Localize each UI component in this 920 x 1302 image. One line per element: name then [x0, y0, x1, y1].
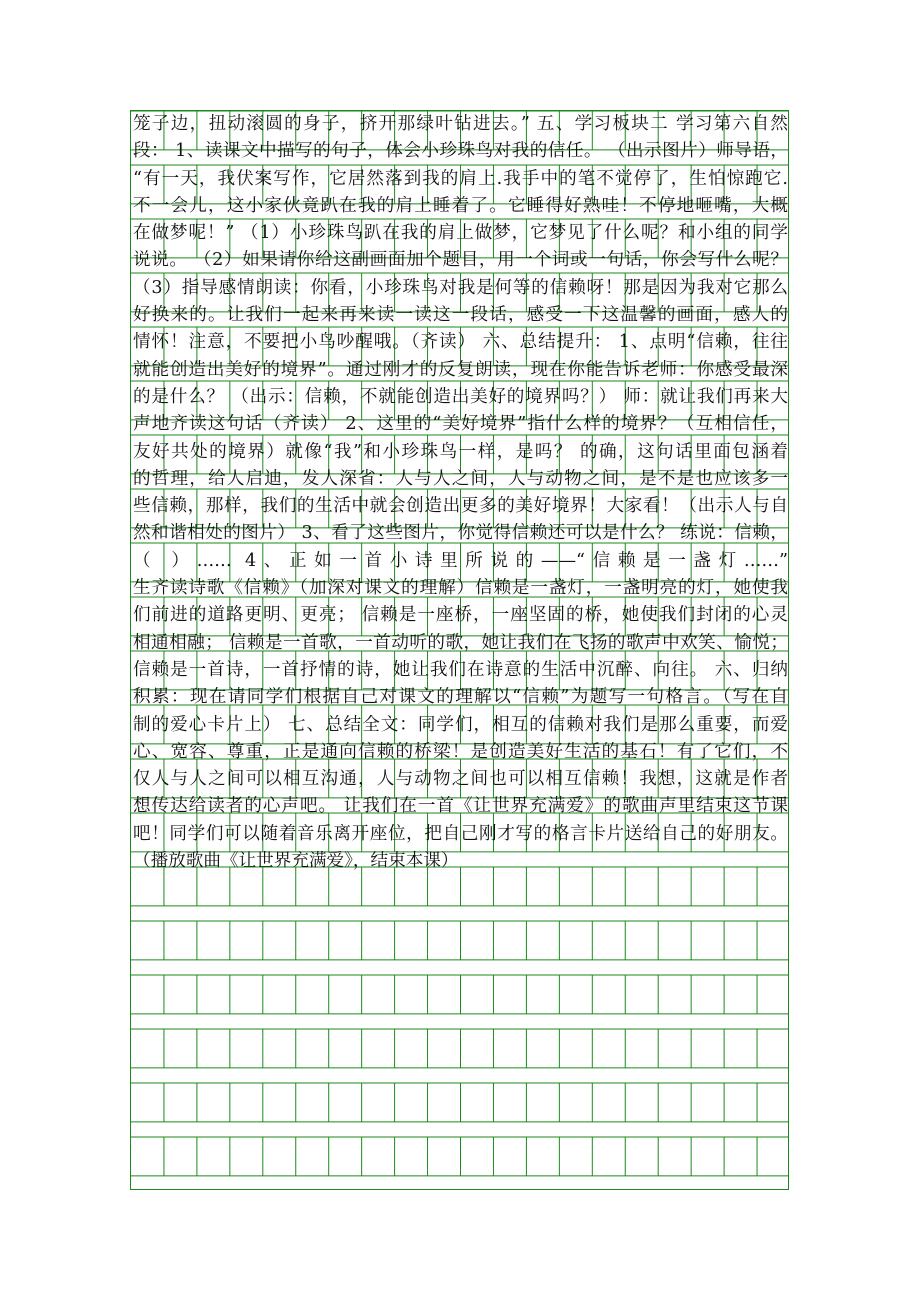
text-line: （播放歌曲《让世界充满爱》，结束本课） [133, 851, 459, 872]
text-line: 然和谐相处的图片） 3、看了这些图片，你觉得信赖还可以是什么？ 练说：信赖， [133, 523, 788, 544]
text-line: 生齐读诗歌《信赖》（加深对课文的理解）信赖是一盏灯，一盏明亮的灯，她使我 [133, 578, 788, 599]
text-line: 的是什么？ （出示：信赖，不就能创造出美好的境界吗？） 师：就让我们再来大 [133, 386, 788, 407]
text-line: （3）指导感情朗读：你看，小珍珠鸟对我是何等的信赖呀！那是因为我对它那么 [133, 277, 788, 298]
text-line: 信赖是一首诗，一首抒情的诗，她让我们在诗意的生活中沉醉、向往。 六、归纳 [133, 659, 788, 680]
text-line: 们前进的道路更明、更亮； 信赖是一座桥，一座坚固的桥，她使我们封闭的心灵 [133, 605, 788, 626]
text-line: 的哲理，给人启迪，发人深省：人与人之间，人与动物之间，是不是也应该多一 [133, 468, 788, 489]
text-line: 就能创造出美好的境界”。通过刚才的反复朗读，现在你能告诉老师：你感受最深 [133, 359, 788, 380]
text-line: 积累：现在请同学们根据自己对课文的理解以“信赖”为题写一句格言。（写在自 [133, 687, 788, 708]
text-line: 想传达给读者的心声吧。 让我们在一首《让世界充满爱》的歌曲声里结束这节课 [133, 796, 788, 817]
text-line: 吧！同学们可以随着音乐离开座位，把自己刚才写的格言卡片送给自己的好朋友。 [133, 823, 788, 844]
text-line: 在做梦呢！” （1）小珍珠鸟趴在我的肩上做梦，它梦见了什么呢？和小组的同学 [133, 223, 788, 244]
text-line: 心、宽容、尊重，正是通向信赖的桥梁！是创造美好生活的基石！有了它们，不 [133, 741, 788, 762]
text-line: （ ）…… 4、正如一首小诗里所说的——“信赖是一盏灯……” [133, 550, 788, 571]
text-line: 不一会儿，这小家伙竟趴在我的肩上睡着了。它睡得好熟哇！不停地咂嘴，大概 [133, 195, 788, 216]
document-text [133, 111, 788, 875]
text-line: 相通相融； 信赖是一首歌，一首动听的歌，她让我们在飞扬的歌声中欢笑、愉悦； [133, 632, 788, 653]
text-line: 段： 1、读课文中描写的句子，体会小珍珠鸟对我的信任。 （出示图片）师导语， [133, 141, 788, 162]
text-line: 好换来的。让我们一起来再来读一读这一段话，感受一下这温馨的画面，感人的 [133, 305, 788, 326]
text-line: 说说。 （2）如果请你给这副画面加个题目，用一个词或一句话，你会写什么呢？ [133, 250, 788, 271]
text-line: 情怀！注意，不要把小鸟吵醒哦。（齐读） 六、总结提升： 1、点明“信赖，往往 [133, 332, 788, 353]
text-line: 声地齐读这句话（齐读） 2、这里的“美好境界”指什么样的境界？（互相信任， [133, 414, 788, 435]
text-line: 仅人与人之间可以相互沟通，人与动物之间也可以相互信赖！我想，这就是作者 [133, 769, 788, 790]
text-line: “有一天，我伏案写作，它居然落到我的肩上.我手中的笔不觉停了，生怕惊跑它. [133, 168, 788, 189]
text-line: 笼子边，扭动滚圆的身子，挤开那绿叶钻进去。” 五、学习板块二 学习第六自然 [133, 114, 788, 134]
grid-paper-sheet [130, 110, 789, 1190]
text-line: 些信赖，那样，我们的生活中就会创造出更多的美好境界！大家看！（出示人与自 [133, 496, 788, 517]
text-line: 友好共处的境界）就像“我”和小珍珠鸟一样，是吗？ 的确，这句话里面包涵着 [133, 441, 788, 462]
text-line: 制的爱心卡片上） 七、总结全文：同学们，相互的信赖对我们是那么重要，而爱 [133, 714, 788, 735]
